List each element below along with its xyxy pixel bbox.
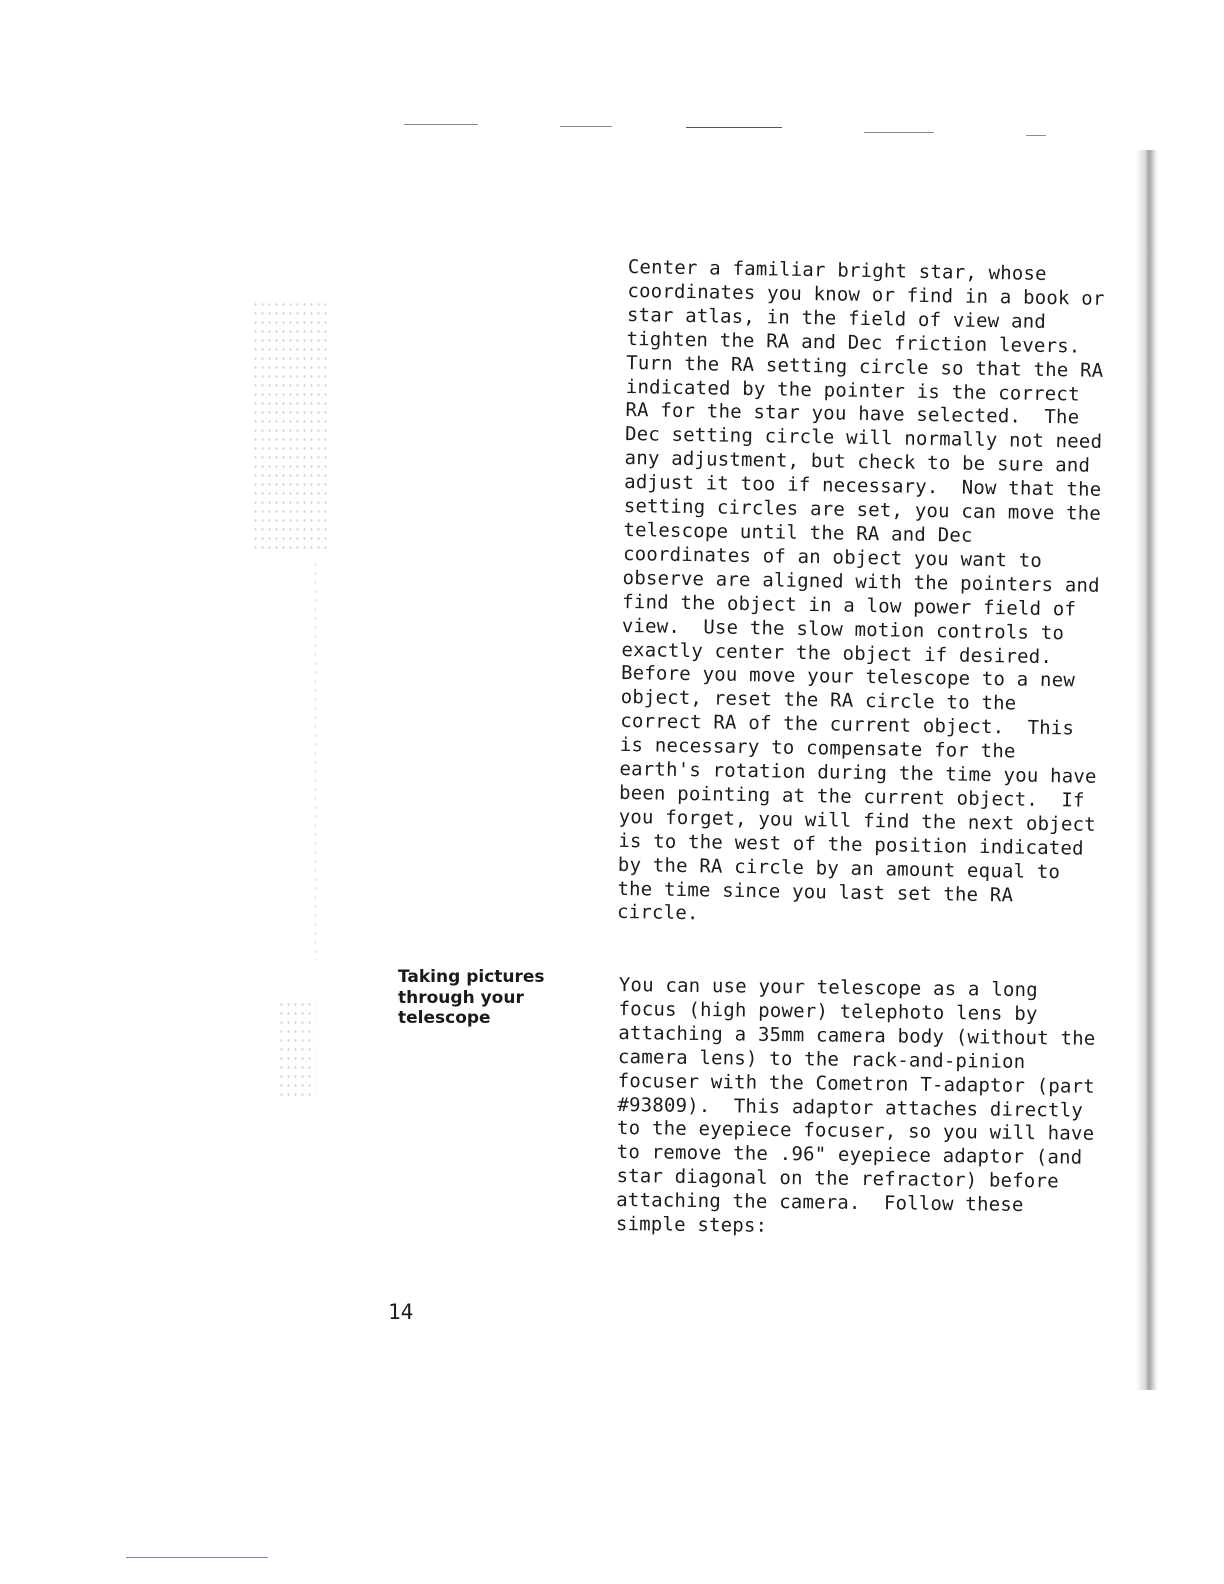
page-number: 14 — [388, 1300, 414, 1324]
body-paragraph-photography: You can use your telescope as a long focus (high power) telephoto lens by attaching a 35mm camera body (without the camera lens) to the rack-and-pinion focuser with the Cometron T-adaptor (part #93809). This adaptor attaches directly to the eyepiece focuser, so you will have to remove the .96" eyepiece adaptor (and star diagonal on the refractor) before attaching the camera. Follow these simple steps: — [615, 974, 1096, 1237]
scan-artifact-blue-line — [126, 1557, 268, 1558]
scan-speckle — [278, 1000, 316, 1100]
scan-artifact-rule — [560, 126, 612, 127]
scan-artifact-rule — [404, 124, 478, 125]
scan-speckle — [252, 300, 330, 550]
scan-artifact-rule — [1026, 135, 1046, 136]
scan-speckle — [312, 560, 318, 960]
section-heading-taking-pictures: Taking pictures through your telescope — [398, 967, 545, 1028]
scan-artifact-rule — [686, 127, 782, 128]
body-paragraph-setting-circles: Center a familiar bright star, whose coordinates you know or find in a book or star atlas, in the field of view and tighten the RA and Dec friction levers. Turn the RA setting circle so that the RA indicated by the pointer is the correct RA for the star you have selected. The Dec setting circle will normally not need any adjustment, but check to be sure and adjust it too if necessary. Now that the setting circles are set, you can move the telescope until the RA and Dec coordinates of an object you want to observe are aligned with the pointers and find the object in a low power field of view. Use the slow motion controls to exactly center the object if desired. Before you move your telescope to a new object, reset the RA circle to the correct RA of the current object. This is necessary to compensate for the earth's rotation during the time you have been pointing at the current object. If you forget, you will find the next object is to the west of the position indicated by the RA circle by an amount equal to the time since you last set the RA circle. — [616, 256, 1105, 925]
scan-artifact-rule — [864, 132, 934, 133]
page-binding-shadow — [1136, 150, 1158, 1390]
